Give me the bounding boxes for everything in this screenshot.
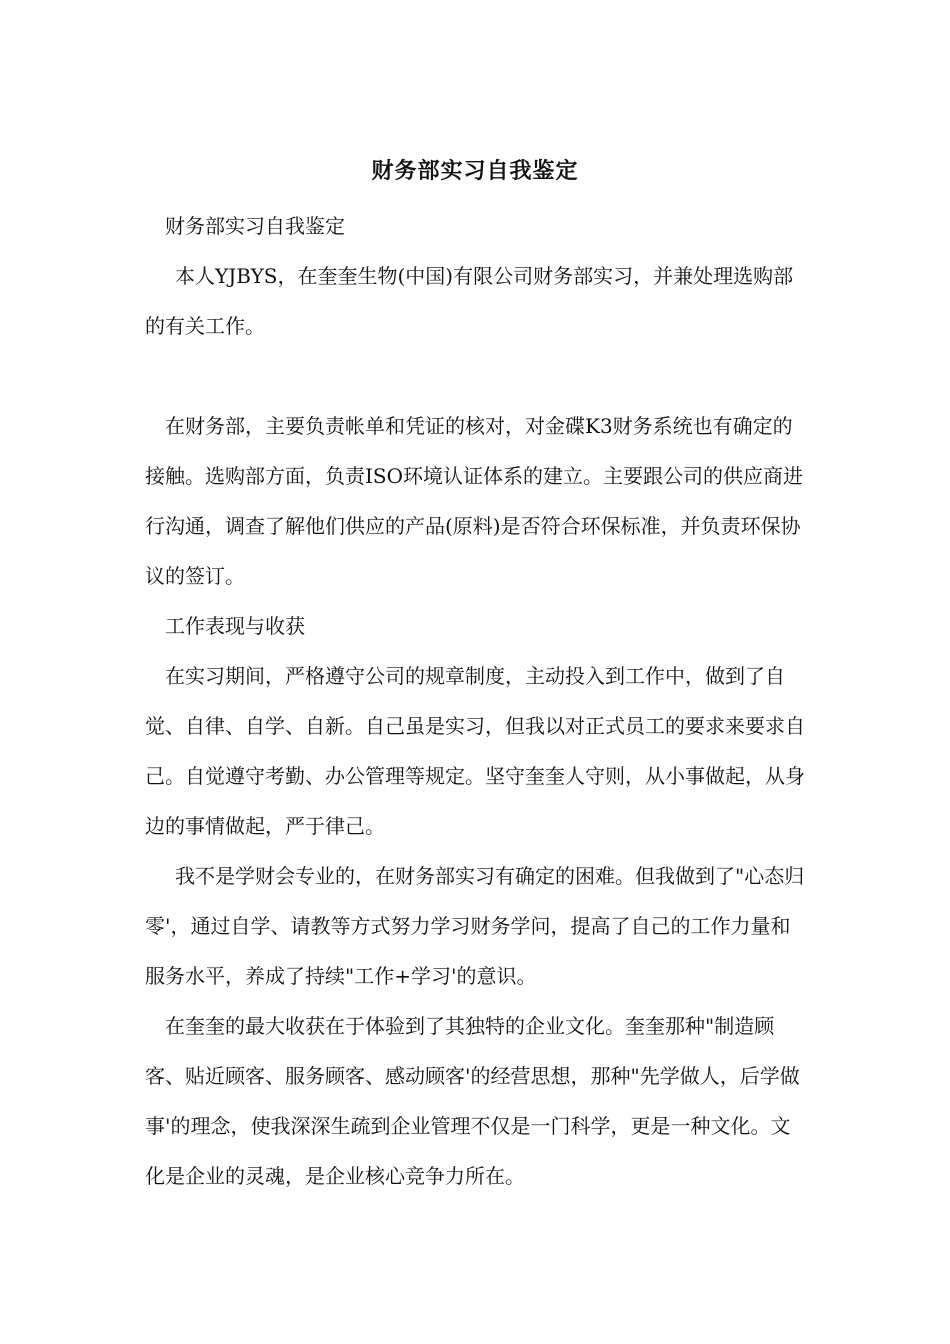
culture-paragraph: 在奎奎的最大收获在于体验到了其独特的企业文化。奎奎那种"制造顾客、贴近顾客、服务顾客、感动顾客'的经营思想，那种"先学做人，后学做事'的理念，使我深深生疏到企业管理不仅是一门科学，更是一种文化。文化是企业的灵魂，是企业核心竞争力所在。 <box>145 1014 800 1188</box>
performance-paragraph: 在实习期间，严格遵守公司的规章制度，主动投入到工作中，做到了自觉、自律、自学、自新。自己虽是实习，但我以对正式员工的要求来要求自己。自觉遵守考勤、办公管理等规定。坚守奎奎人守则，从小事做起，从身边的事情做起，严于律己。 <box>145 664 805 838</box>
intro-paragraph: 本人YJBYS，在奎奎生物(中国)有限公司财务部实习，并兼处理选购部的有关工作。 <box>145 264 794 338</box>
duties-paragraph: 在财务部，主要负责帐单和凭证的核对，对金碟K3财务系统也有确定的接触。选购部方面，负责ISO环境认证体系的建立。主要跟公司的供应商进行沟通，调查了解他们供应的产品(原料)是否符合环保标准，并负责环保协议的签订。 <box>145 414 803 588</box>
learning-paragraph: 我不是学财会专业的，在财务部实习有确定的困难。但我做到了"心态归零'，通过自学、请教等方式努力学习财务学问，提高了自己的工作力量和服务水平，养成了持续"工作+学习'的意识。 <box>145 864 805 988</box>
document-title: 财务部实习自我鉴定 <box>371 158 579 184</box>
document-body <box>145 201 809 1201</box>
subtitle-paragraph: 财务部实习自我鉴定 <box>165 214 345 238</box>
blank-line <box>145 351 809 401</box>
section-heading: 工作表现与收获 <box>165 614 305 638</box>
